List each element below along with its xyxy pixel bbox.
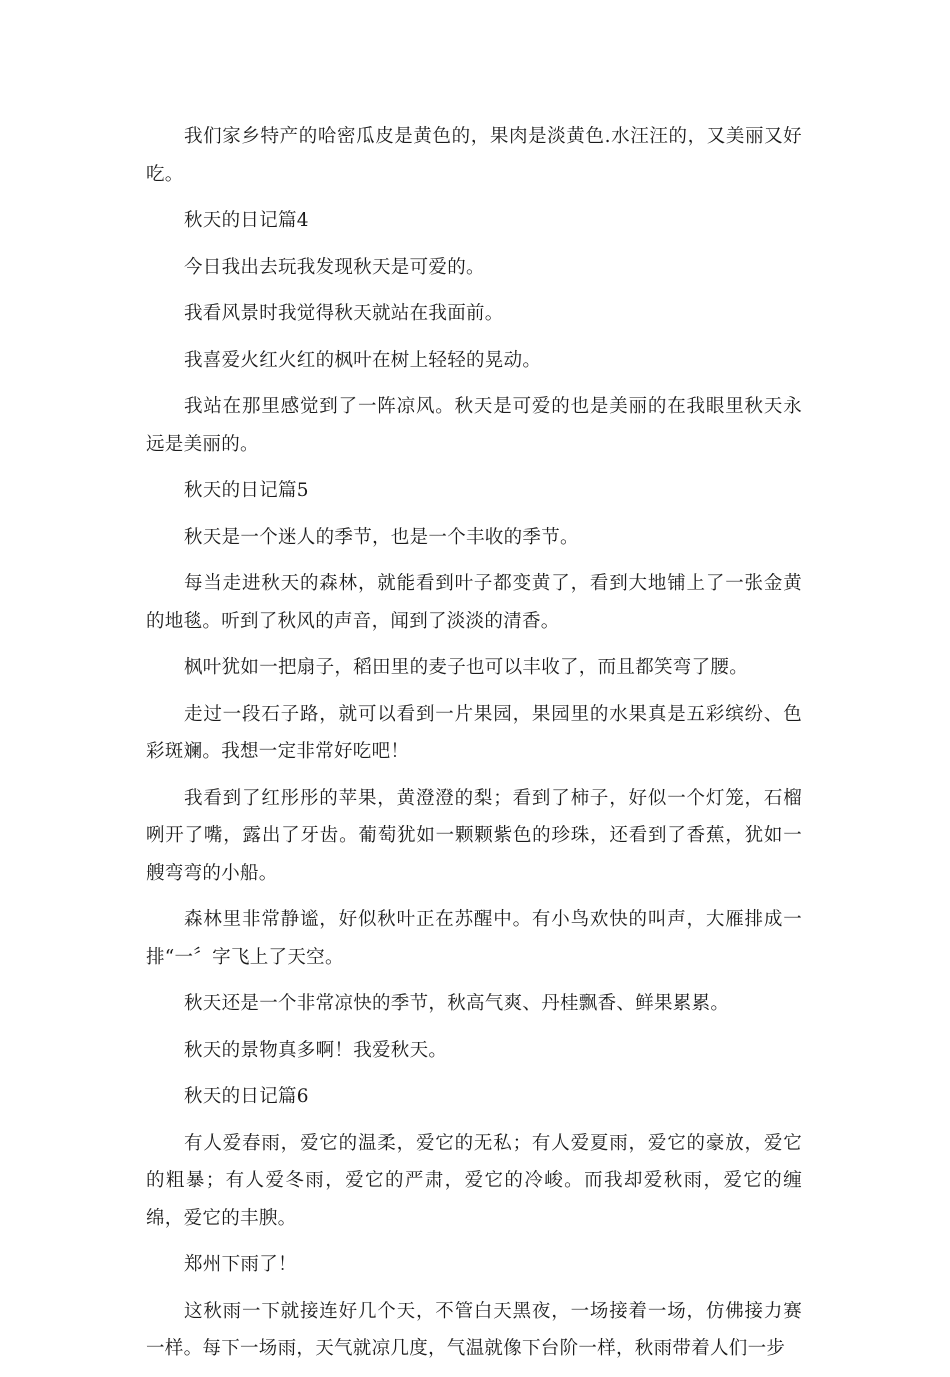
paragraph: 秋天的景物真多啊！我爱秋天。 (184, 1039, 448, 1061)
paragraph: 我喜爱火红火红的枫叶在树上轻轻的晃动。 (184, 349, 542, 371)
paragraph: 有人爱春雨，爱它的温柔，爱它的无私；有人爱夏雨，爱它的豪放，爱它的粗暴；有人爱冬雨，爱它的严肃，爱它的冷峻。而我却爱秋雨，爱它的缠绵，爱它的丰腴。 (146, 1132, 802, 1229)
paragraph: 我看到了红彤彤的苹果，黄澄澄的梨；看到了柿子，好似一个灯笼，石榴咧开了嘴，露出了牙齿。葡萄犹如一颗颗紫色的珍珠，还看到了香蕉，犹如一艘弯弯的小船。 (146, 787, 802, 884)
heading-diary-6: 秋天的日记篇6 (184, 1086, 309, 1107)
paragraph: 森林里非常静谧，好似秋叶正在苏醒中。有小鸟欢快的叫声，大雁排成一排“一〞字飞上了天空。 (146, 909, 802, 968)
paragraph: 走过一段石子路，就可以看到一片果园，果园里的水果真是五彩缤纷、色彩斑斓。我想一定非常好吃吧！ (146, 703, 802, 762)
heading-diary-5: 秋天的日记篇5 (184, 480, 309, 501)
paragraph: 每当走进秋天的森林，就能看到叶子都变黄了，看到大地铺上了一张金黄的地毯。听到了秋风的声音，闻到了淡淡的清香。 (146, 573, 802, 632)
paragraph: 秋天还是一个非常凉快的季节，秋高气爽、丹桂飘香、鲜果累累。 (184, 993, 730, 1014)
paragraph: 这秋雨一下就接连好几个天，不管白天黑夜，一场接着一场，仿佛接力赛一样。每下一场雨，天气就凉几度，气温就像下台阶一样，秋雨带着人们一步 (146, 1300, 802, 1359)
paragraph: 我站在那里感觉到了一阵凉风。秋天是可爱的也是美丽的在我眼里秋天永远是美丽的。 (146, 396, 802, 455)
paragraph: 枫叶犹如一把扇子，稻田里的麦子也可以丰收了，而且都笑弯了腰。 (184, 657, 749, 678)
paragraph-hami-melon: 我们家乡特产的哈密瓜皮是黄色的，果肉是淡黄色.水汪汪的，又美丽又好吃。 (146, 126, 802, 185)
paragraph: 我看风景时我觉得秋天就站在我面前。 (184, 303, 504, 324)
document-page (146, 118, 802, 1377)
paragraph: 今日我出去玩我发现秋天是可爱的。 (184, 256, 485, 278)
paragraph: 郑州下雨了！ (184, 1254, 297, 1275)
paragraph: 秋天是一个迷人的季节，也是一个丰收的季节。 (184, 526, 579, 548)
heading-diary-4: 秋天的日记篇4 (184, 210, 309, 231)
